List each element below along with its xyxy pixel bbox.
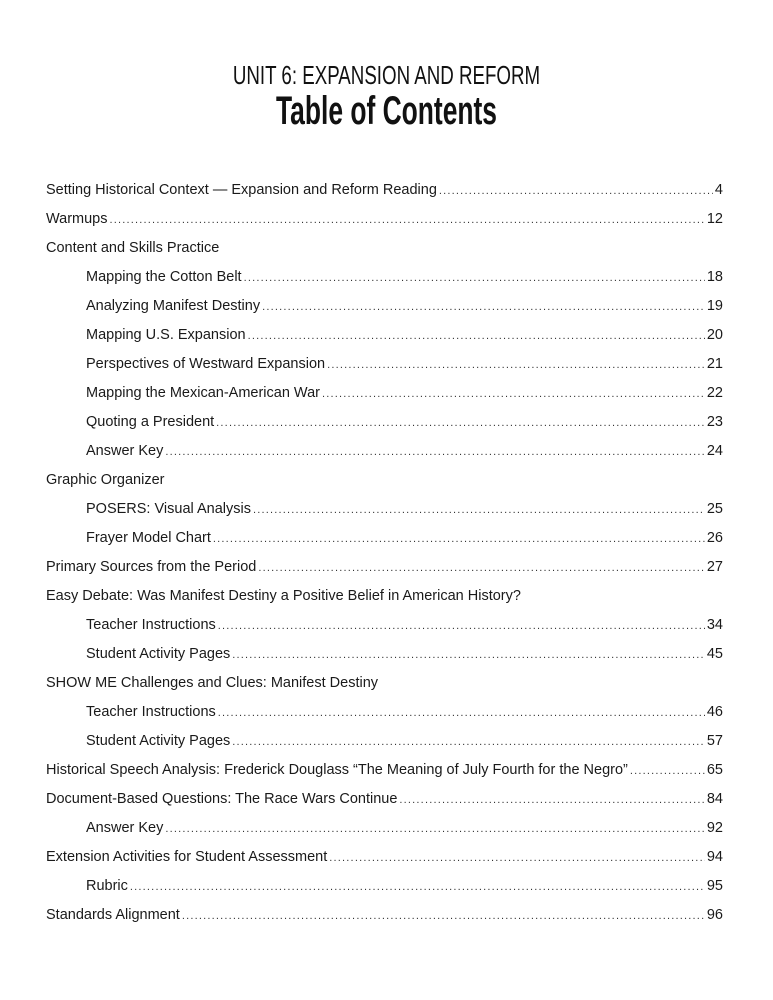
toc-entry-warmups[interactable] [46, 205, 723, 234]
toc-entry-label: Rubric [86, 878, 128, 894]
toc-entry-answer-key[interactable] [46, 437, 723, 466]
toc-entry-page: 45 [706, 646, 723, 662]
toc-entry-label: Perspectives of Westward Expansion [86, 356, 326, 372]
toc-entry-page: 26 [706, 530, 723, 546]
toc-entry-dbq-answer-key[interactable] [46, 814, 723, 843]
toc-entry-page: 19 [706, 298, 723, 314]
toc-entry-label: Mapping the Mexican-American War [86, 385, 320, 401]
dot-leader [165, 815, 704, 844]
dot-leader [630, 757, 705, 786]
dot-leader [218, 612, 705, 641]
toc-entry-page: 21 [706, 356, 723, 372]
toc-entry-page: 65 [706, 762, 723, 778]
toc-entry-label: Extension Activities for Student Assessment [46, 849, 328, 865]
toc-entry-extension-activities[interactable] [46, 843, 723, 872]
toc-entry-rubric[interactable] [46, 872, 723, 901]
dot-leader [130, 873, 705, 902]
toc-entry-mapping-cotton-belt[interactable] [46, 263, 723, 292]
dot-leader [322, 380, 705, 409]
toc-entry-label: Mapping the Cotton Belt [86, 269, 242, 285]
toc-entry-label: Answer Key [86, 443, 164, 459]
toc-section-label: Graphic Organizer [46, 472, 165, 488]
toc-entry-frayer-model-chart[interactable] [46, 524, 723, 553]
toc-entry-label: Answer Key [86, 820, 164, 836]
toc-entry-page: 18 [706, 269, 723, 285]
toc-entry-showme-teacher-instructions[interactable] [46, 698, 723, 727]
toc-entry-label: Student Activity Pages [86, 646, 231, 662]
toc-entry-label: Setting Historical Context — Expansion and Reform Reading [46, 182, 437, 198]
toc-entry-page: 12 [706, 211, 723, 227]
toc-entry-page: 27 [706, 559, 723, 575]
toc-entry-document-based-questions[interactable] [46, 785, 723, 814]
toc-entry-debate-student-activity-pages[interactable] [46, 640, 723, 669]
toc-entry-label: Teacher Instructions [86, 704, 216, 720]
toc-entry-standards-alignment[interactable] [46, 901, 723, 930]
toc-entry-label: POSERS: Visual Analysis [86, 501, 251, 517]
dot-leader [182, 902, 705, 931]
toc-entry-showme-student-activity-pages[interactable] [46, 727, 723, 756]
toc-entry-label: Frayer Model Chart [86, 530, 211, 546]
dot-leader [253, 496, 705, 525]
toc-entry-page: 4 [714, 182, 723, 198]
toc-entry-page: 96 [706, 907, 723, 923]
dot-leader [327, 351, 705, 380]
dot-leader [248, 322, 705, 351]
dot-leader [329, 844, 705, 873]
toc-entry-label: Quoting a President [86, 414, 215, 430]
toc-entry-label: Student Activity Pages [86, 733, 231, 749]
toc-entry-page: 22 [706, 385, 723, 401]
table-of-contents [46, 176, 723, 930]
toc-section-label: Easy Debate: Was Manifest Destiny a Positive Belief in American History? [46, 588, 521, 604]
toc-entry-page: 95 [706, 878, 723, 894]
toc-entry-setting-historical-context[interactable] [46, 176, 723, 205]
toc-entry-page: 46 [706, 704, 723, 720]
dot-leader [110, 206, 705, 235]
page-header [0, 60, 773, 132]
toc-entry-page: 23 [706, 414, 723, 430]
dot-leader [262, 293, 705, 322]
dot-leader [232, 641, 705, 670]
toc-entry-page: 25 [706, 501, 723, 517]
toc-entry-page: 20 [706, 327, 723, 343]
toc-entry-perspectives-westward-expansion[interactable] [46, 350, 723, 379]
dot-leader [244, 264, 705, 293]
dot-leader [213, 525, 705, 554]
dot-leader [165, 438, 704, 467]
toc-section-label: SHOW ME Challenges and Clues: Manifest Destiny [46, 675, 379, 691]
toc-entry-page: 94 [706, 849, 723, 865]
toc-section-show-me-challenges [46, 669, 723, 698]
dot-leader [218, 699, 705, 728]
toc-entry-page: 34 [706, 617, 723, 633]
toc-entry-label: Historical Speech Analysis: Frederick Douglass “The Meaning of July Fourth for the Negro” [46, 762, 628, 778]
toc-section-graphic-organizer [46, 466, 723, 495]
toc-entry-label: Standards Alignment [46, 907, 180, 923]
toc-section-easy-debate [46, 582, 723, 611]
dot-leader [399, 786, 704, 815]
toc-entry-label: Mapping U.S. Expansion [86, 327, 246, 343]
toc-entry-page: 92 [706, 820, 723, 836]
toc-entry-posers-visual-analysis[interactable] [46, 495, 723, 524]
toc-entry-quoting-a-president[interactable] [46, 408, 723, 437]
toc-entry-primary-sources[interactable] [46, 553, 723, 582]
toc-section-label: Content and Skills Practice [46, 240, 220, 256]
toc-entry-label: Teacher Instructions [86, 617, 216, 633]
page-title: Table of Contents [276, 89, 497, 133]
toc-entry-analyzing-manifest-destiny[interactable] [46, 292, 723, 321]
toc-entry-historical-speech-analysis[interactable] [46, 756, 723, 785]
unit-title: UNIT 6: EXPANSION AND REFORM [232, 60, 541, 90]
toc-entry-page: 57 [706, 733, 723, 749]
dot-leader [439, 177, 713, 206]
toc-entry-debate-teacher-instructions[interactable] [46, 611, 723, 640]
toc-entry-mapping-us-expansion[interactable] [46, 321, 723, 350]
dot-leader [232, 728, 705, 757]
toc-entry-mapping-mexican-american-war[interactable] [46, 379, 723, 408]
dot-leader [258, 554, 705, 583]
toc-entry-page: 84 [706, 791, 723, 807]
toc-section-content-skills-practice [46, 234, 723, 263]
dot-leader [216, 409, 705, 438]
toc-entry-label: Warmups [46, 211, 108, 227]
toc-entry-label: Document-Based Questions: The Race Wars Continue [46, 791, 398, 807]
toc-entry-label: Analyzing Manifest Destiny [86, 298, 261, 314]
toc-entry-page: 24 [706, 443, 723, 459]
toc-entry-label: Primary Sources from the Period [46, 559, 257, 575]
